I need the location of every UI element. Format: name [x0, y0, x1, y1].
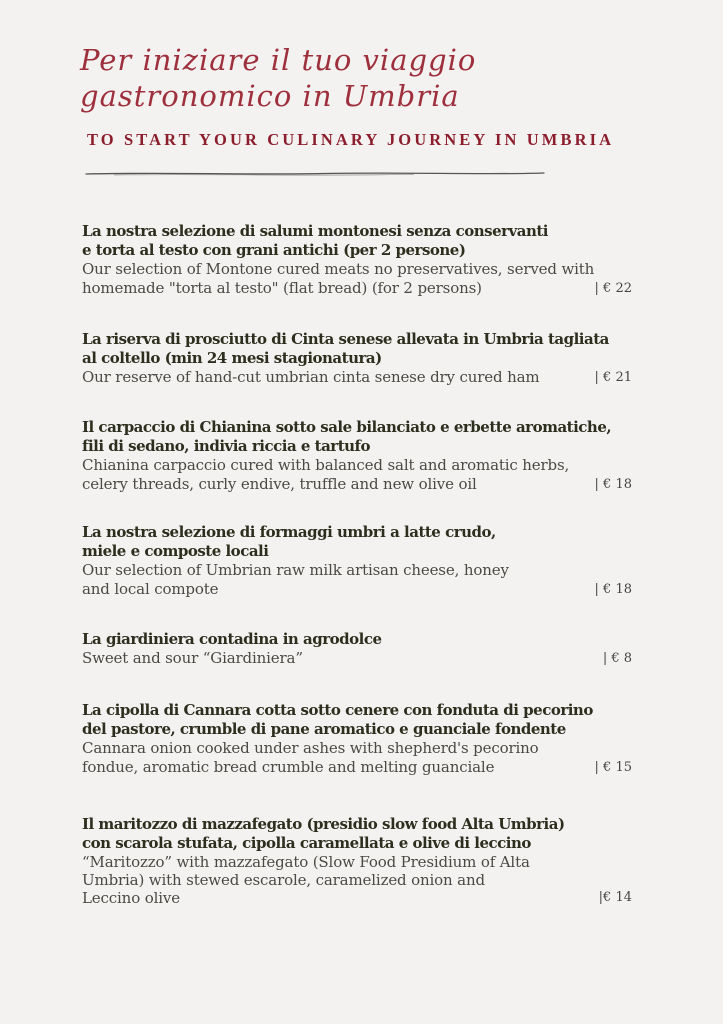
menu-item — [82, 701, 642, 777]
subtitle: TO START YOUR CULINARY JOURNEY IN UMBRIA — [87, 130, 615, 149]
item-english-description: Our reserve of hand-cut umbrian cinta senese dry cured ham — [82, 368, 540, 386]
menu-item — [82, 523, 642, 599]
item-italian-name: La giardiniera contadina in agrodolce — [82, 630, 382, 648]
script-title: Per iniziare il tuo viaggio gastronomico in Umbria — [80, 43, 477, 113]
item-price: | € 18 — [594, 582, 632, 597]
item-price: | € 15 — [594, 760, 632, 775]
menu-item — [82, 815, 642, 907]
item-italian-name: La riserva di prosciutto di Cinta senese allevata in Umbria tagliata al coltello (min 24 mesi stagionatura) — [82, 330, 609, 367]
item-english-description: “Maritozzo” with mazzafegato (Slow Food Presidium of Alta Umbria) with stewed escarole, caramelized onion and Leccino olive — [82, 853, 530, 907]
item-price: |€ 14 — [598, 890, 632, 905]
item-english-description: Cannara onion cooked under ashes with shepherd's pecorino fondue, aromatic bread crumble and melting guanciale — [82, 739, 539, 776]
item-italian-name: Il carpaccio di Chianina sotto sale bilanciato e erbette aromatiche, fili di sedano, indivia riccia e tartufo — [82, 418, 612, 455]
item-price: | € 21 — [594, 370, 632, 385]
menu-item — [82, 222, 642, 298]
item-english-description: Chianina carpaccio cured with balanced salt and aromatic herbs, celery threads, curly endive, truffle and new olive oil — [82, 456, 570, 493]
menu-item — [82, 330, 642, 387]
item-price: | € 22 — [594, 281, 632, 296]
item-english-description: Our selection of Umbrian raw milk artisan cheese, honey and local compote — [82, 561, 509, 598]
item-english-description: Our selection of Montone cured meats no preservatives, served with homemade "torta al testo" (flat bread) (for 2 persons) — [82, 260, 595, 297]
divider-line — [84, 170, 546, 178]
item-italian-name: La cipolla di Cannara cotta sotto cenere con fonduta di pecorino del pastore, crumble di pane aromatico e guanciale fondente — [82, 701, 593, 738]
item-italian-name: La nostra selezione di salumi montonesi senza conservanti e torta al testo con grani antichi (per 2 persone) — [82, 222, 548, 259]
item-italian-name: Il maritozzo di mazzafegato (presidio slow food Alta Umbria) con scarola stufata, cipolla caramellata e olive di leccino — [82, 815, 565, 852]
item-price: | € 8 — [602, 651, 632, 666]
item-italian-name: La nostra selezione di formaggi umbri a latte crudo, miele e composte locali — [82, 523, 496, 560]
menu-item — [82, 418, 642, 494]
item-english-description: Sweet and sour “Giardiniera” — [82, 649, 303, 667]
item-price: | € 18 — [594, 477, 632, 492]
menu-item — [82, 630, 642, 668]
